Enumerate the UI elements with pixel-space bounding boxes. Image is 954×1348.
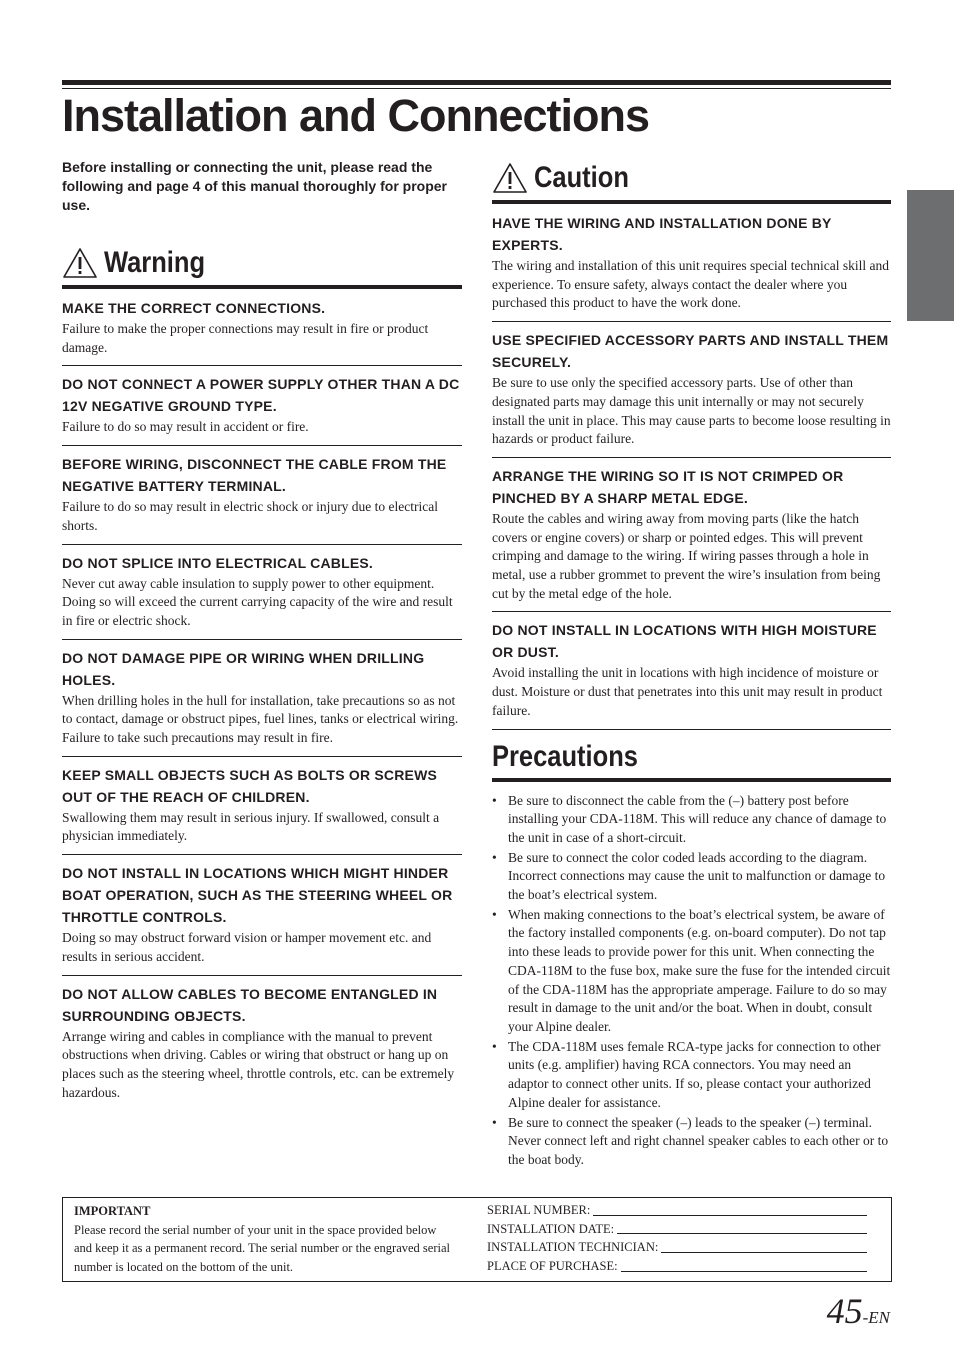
record-fields xyxy=(487,1201,867,1276)
field-label: PLACE OF PURCHASE: xyxy=(487,1259,618,1274)
warning-item-body: Arrange wiring and cables in compliance with the manual to prevent obstructions when driving. Cables or wiring that obstruct or hang up on places such as the steering wheel, throttle controls, etc. can be extremely hazardous. xyxy=(62,1028,455,1100)
warning-heading-text: Warning xyxy=(104,246,206,279)
intro-text: Before installing or connecting the unit, please read the following and page 4 of this manual thoroughly for proper use. xyxy=(62,159,447,213)
caution-item-body: Be sure to use only the specified accessory parts. Use of other than designated parts may damage this unit internally or may not securely install the unit in place. This may cause parts to become loose resulting in hazards or product failure. xyxy=(492,375,891,447)
warning-item xyxy=(62,976,462,1111)
field-line xyxy=(621,1271,867,1272)
caution-item xyxy=(492,204,891,322)
important-notice xyxy=(74,1202,454,1276)
field-label: INSTALLATION TECHNICIAN: xyxy=(487,1240,659,1255)
warning-item-body: Never cut away cable insulation to supply power to other equipment. Doing so will exceed the current carrying capacity of the wire and result in fire or electric shock. xyxy=(62,575,453,628)
warning-item-title: DO NOT ALLOW CABLES TO BECOME ENTANGLED IN SURROUNDING OBJECTS. xyxy=(62,985,438,1024)
caution-heading xyxy=(492,158,891,204)
precaution-bullet: • Be sure to disconnect the cable from the (–) battery post before installing your CDA-118M. This will reduce any chance of damage to the unit in case of a short-circuit. xyxy=(492,792,891,848)
warning-item-body: Failure to do so may result in accident or fire. xyxy=(62,419,309,435)
warning-heading xyxy=(62,243,462,289)
caution-item xyxy=(492,322,891,458)
warning-item-title: KEEP SMALL OBJECTS SUCH AS BOLTS OR SCREWS OUT OF THE REACH OF CHILDREN. xyxy=(62,766,438,805)
warning-item xyxy=(62,545,462,640)
warning-item-title: MAKE THE CORRECT CONNECTIONS. xyxy=(62,300,326,316)
top-rule xyxy=(62,80,891,85)
caution-item-body: The wiring and installation of this unit requires special technical skill and experience. To ensure safety, always contact the dealer where you purchased this product to have the work done. xyxy=(492,258,890,311)
caution-heading-text: Caution xyxy=(534,161,629,194)
warning-item xyxy=(62,366,462,446)
precaution-bullet: • Be sure to connect the color coded leads according to the diagram. Incorrect connections may cause the unit to malfunction or damage to the boat’s electrical system. xyxy=(492,849,891,905)
caution-triangle-icon xyxy=(492,162,528,194)
field-line xyxy=(661,1252,867,1253)
warning-item-body: When drilling holes in the hull for installation, take precautions so as not to contact, damage or obstruct pipes, fuel lines, tanks or electrical wiring. Failure to take such precautions may result in fire. xyxy=(62,692,459,746)
left-column xyxy=(62,158,462,1110)
warning-item xyxy=(62,757,462,855)
important-box xyxy=(62,1197,892,1282)
page-number-value: 45 xyxy=(826,1291,863,1331)
caution-item-title: USE SPECIFIED ACCESSORY PARTS AND INSTALL THEM SECURELY. xyxy=(492,332,889,371)
warning-item xyxy=(62,855,462,975)
serial-number-field[interactable] xyxy=(487,1201,867,1220)
caution-item-title: DO NOT INSTALL IN LOCATIONS WITH HIGH MOISTURE OR DUST. xyxy=(492,622,877,661)
installation-technician-field[interactable] xyxy=(487,1238,867,1257)
precautions-heading-text: Precautions xyxy=(492,739,638,773)
caution-item xyxy=(492,612,891,729)
precautions-list xyxy=(492,792,891,1170)
warning-item-title: DO NOT CONNECT A POWER SUPPLY OTHER THAN A DC 12V NEGATIVE GROUND TYPE. xyxy=(62,376,460,415)
warning-item-body: Failure to make the proper connections may result in fire or product damage. xyxy=(62,321,429,355)
caution-item-title: ARRANGE THE WIRING SO IT IS NOT CRIMPED OR PINCHED BY A SHARP METAL EDGE. xyxy=(492,467,844,506)
field-label: INSTALLATION DATE: xyxy=(487,1221,615,1236)
warning-item xyxy=(62,289,462,366)
place-of-purchase-field[interactable] xyxy=(487,1257,867,1276)
warning-item-title: BEFORE WIRING, DISCONNECT THE CABLE FROM THE NEGATIVE BATTERY TERMINAL. xyxy=(62,456,447,495)
page-number xyxy=(827,1290,890,1332)
page-number-suffix: -EN xyxy=(862,1308,890,1327)
caution-item-body: Avoid installing the unit in locations with high incidence of moisture or dust. Moisture or dust that penetrates into this unit may result in product failure. xyxy=(492,665,883,718)
field-line xyxy=(617,1233,867,1234)
warning-item-body: Swallowing them may result in serious injury. If swallowed, consult a physician immediately. xyxy=(62,809,440,844)
warning-item-title: DO NOT INSTALL IN LOCATIONS WHICH MIGHT HINDER BOAT OPERATION, SUCH AS THE STEERING WHEEL OR THROTTLE CONTROLS. xyxy=(62,865,453,926)
warning-item-title: DO NOT SPLICE INTO ELECTRICAL CABLES. xyxy=(62,554,374,571)
page-title: Installation and Connections xyxy=(62,90,650,141)
warning-item-title: DO NOT DAMAGE PIPE OR WIRING WHEN DRILLING HOLES. xyxy=(62,649,425,688)
installation-date-field[interactable] xyxy=(487,1220,867,1239)
warning-item xyxy=(62,446,462,544)
important-body: Please record the serial number of your unit in the space provided below and keep it as a permanent record. The serial number or the engraved serial number is located on the bottom of the unit. xyxy=(74,1222,450,1274)
side-tab xyxy=(907,190,954,321)
precaution-bullet: • Be sure to connect the speaker (–) leads to the speaker (–) terminal. Never connect left and right channel speaker cables to each other or to the boat body. xyxy=(492,1114,891,1170)
caution-item xyxy=(492,458,891,613)
warning-item xyxy=(62,640,462,757)
caution-item-title: HAVE THE WIRING AND INSTALLATION DONE BY EXPERTS. xyxy=(492,215,832,253)
warning-triangle-icon xyxy=(62,247,98,279)
warning-item-body: Doing so may obstruct forward vision or hamper movement etc. and results in serious accident. xyxy=(62,930,432,964)
warning-item-body: Failure to do so may result in electric shock or injury due to electrical shorts. xyxy=(62,499,439,533)
important-title: IMPORTANT xyxy=(74,1204,151,1218)
field-label: SERIAL NUMBER: xyxy=(487,1203,591,1217)
precautions-heading xyxy=(492,736,891,782)
precaution-bullet: • The CDA-118M uses female RCA-type jacks for connection to other units (e.g. amplifier) having RCA connectors. You may need an adaptor to connect other units. If so, please contact your authorized Alpine dealer for assistance. xyxy=(492,1038,891,1113)
right-column xyxy=(492,158,891,1171)
precaution-bullet: • When making connections to the boat’s electrical system, be aware of the factory installed components (e.g. on-board computer). Do not tap into these leads to provide power for this unit. When connecting the CDA-118M to the fuse box, make sure the fuse for the intended circuit of the CDA-118M has the appropriate amperage. Failure to do so may result in damage to the unit and/or the boat. When in doubt, consult your Alpine dealer. xyxy=(492,906,891,1037)
field-line xyxy=(593,1215,867,1216)
caution-item-body: Route the cables and wiring away from moving parts (like the hatch covers or engine covers) or sharp or pointed edges. This will prevent crimping and damage to the wiring. If wiring passes through a hole in metal, use a rubber grommet to prevent the wire’s insulation from being cut by the metal edge of the hole. xyxy=(492,510,881,601)
